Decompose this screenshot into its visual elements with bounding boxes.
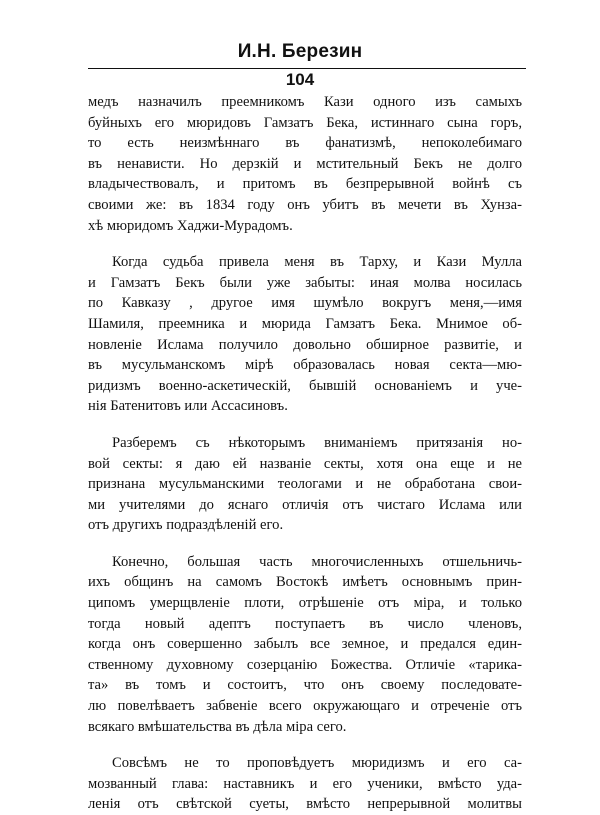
text-line: мозванный глава: наставникъ и его ученики, вмѣсто уда- — [88, 775, 522, 792]
text-line: лю повелѣваетъ забвеніе всего окружающаго и отреченіе отъ — [88, 698, 522, 715]
text-line: и Гамзатъ Бекъ были уже забыты: иная молва носилась — [88, 274, 522, 291]
page-number: 104 — [285, 70, 315, 89]
text-line: владычествовалъ, и притомъ въ безпрерывной войнѣ съ — [88, 176, 522, 193]
header-rule — [88, 68, 526, 69]
text-line: нія Батенитовъ или Ассасиновъ. — [88, 398, 288, 415]
text-line: когда онъ совершенно забылъ все земное, и предался един- — [88, 636, 522, 653]
text-line: буйныхъ его мюридовъ Гамзатъ Бека, истиннаго сына горъ, — [88, 114, 522, 131]
text-line: хѣ мюридомъ Хаджи-Мурадомъ. — [88, 217, 293, 234]
text-line: всякаго вмѣшательства въ дѣла міра сего. — [88, 718, 347, 735]
text-line: Совсѣмъ не то проповѣдуетъ мюридизмъ и его са- — [112, 755, 522, 772]
paragraph-4 — [88, 552, 522, 737]
text-line: признана мусульманскими теологами и не обработана свои- — [88, 476, 522, 493]
text-line: вой секты: я даю ей названіе секты, хотя она еще и не — [88, 455, 522, 472]
text-line: своими же: въ 1834 году онъ убитъ въ мечети въ Хунза- — [88, 196, 522, 213]
text-line: по Кавказу , другое имя шумѣло вокругъ меня,—имя — [88, 295, 522, 312]
paragraph-5 — [88, 753, 522, 815]
running-header-author: И.Н. Березин — [237, 41, 363, 62]
text-line: то есть неизмѣннаго въ фанатизмѣ, непоколебимаго — [88, 135, 522, 152]
text-line: ленія отъ свѣтской суеты, вмѣсто непрерывной молитвы — [88, 796, 522, 813]
text-line: та» въ томъ и состоитъ, что онъ своему последовате- — [88, 677, 522, 694]
body-text — [88, 92, 522, 815]
text-line: ихъ общинъ на самомъ Востокѣ имѣетъ основнымъ прин- — [88, 574, 522, 591]
paragraph-1 — [88, 92, 522, 236]
text-line: ципомъ умерщвленіе плоти, отрѣшеніе отъ міра, и только — [88, 595, 522, 612]
text-line: Шамиля, преемника и мюрида Гамзатъ Бека. Мнимое об- — [88, 315, 522, 332]
text-line: ственному духовному созерцанію Божества. Отличіе «тарика- — [88, 656, 522, 673]
text-line: Конечно, большая часть многочисленныхъ отшельничь- — [112, 553, 522, 570]
text-line: Разберемъ съ нѣкоторымъ вниманіемъ притязанія но- — [112, 434, 522, 451]
text-line: въ ненависти. Но дерзкій и мстительный Бекъ не долго — [88, 155, 522, 172]
paragraph-2 — [88, 252, 522, 417]
text-line: Когда судьба привела меня въ Тарху, и Кази Мулла — [112, 254, 522, 271]
paragraph-3 — [88, 433, 522, 536]
text-line: медъ назначилъ преемникомъ Кази одного изъ самыхъ — [88, 94, 522, 110]
text-line: отъ другихъ подраздѣленій его. — [88, 517, 284, 534]
text-line: ми учителями до яснаго отличія отъ чистаго Ислама или — [88, 496, 522, 513]
text-line: въ мусульманскомъ мірѣ образовалась новая секта—мю- — [88, 357, 522, 374]
text-line: ридизмъ военно-аскетическій, бывшій основаніемъ и уче- — [88, 377, 522, 394]
text-line: тогда новый адептъ поступаетъ въ число членовъ, — [88, 615, 522, 632]
text-line: новленіе Ислама получило довольно обширное развитіе, и — [88, 336, 522, 353]
